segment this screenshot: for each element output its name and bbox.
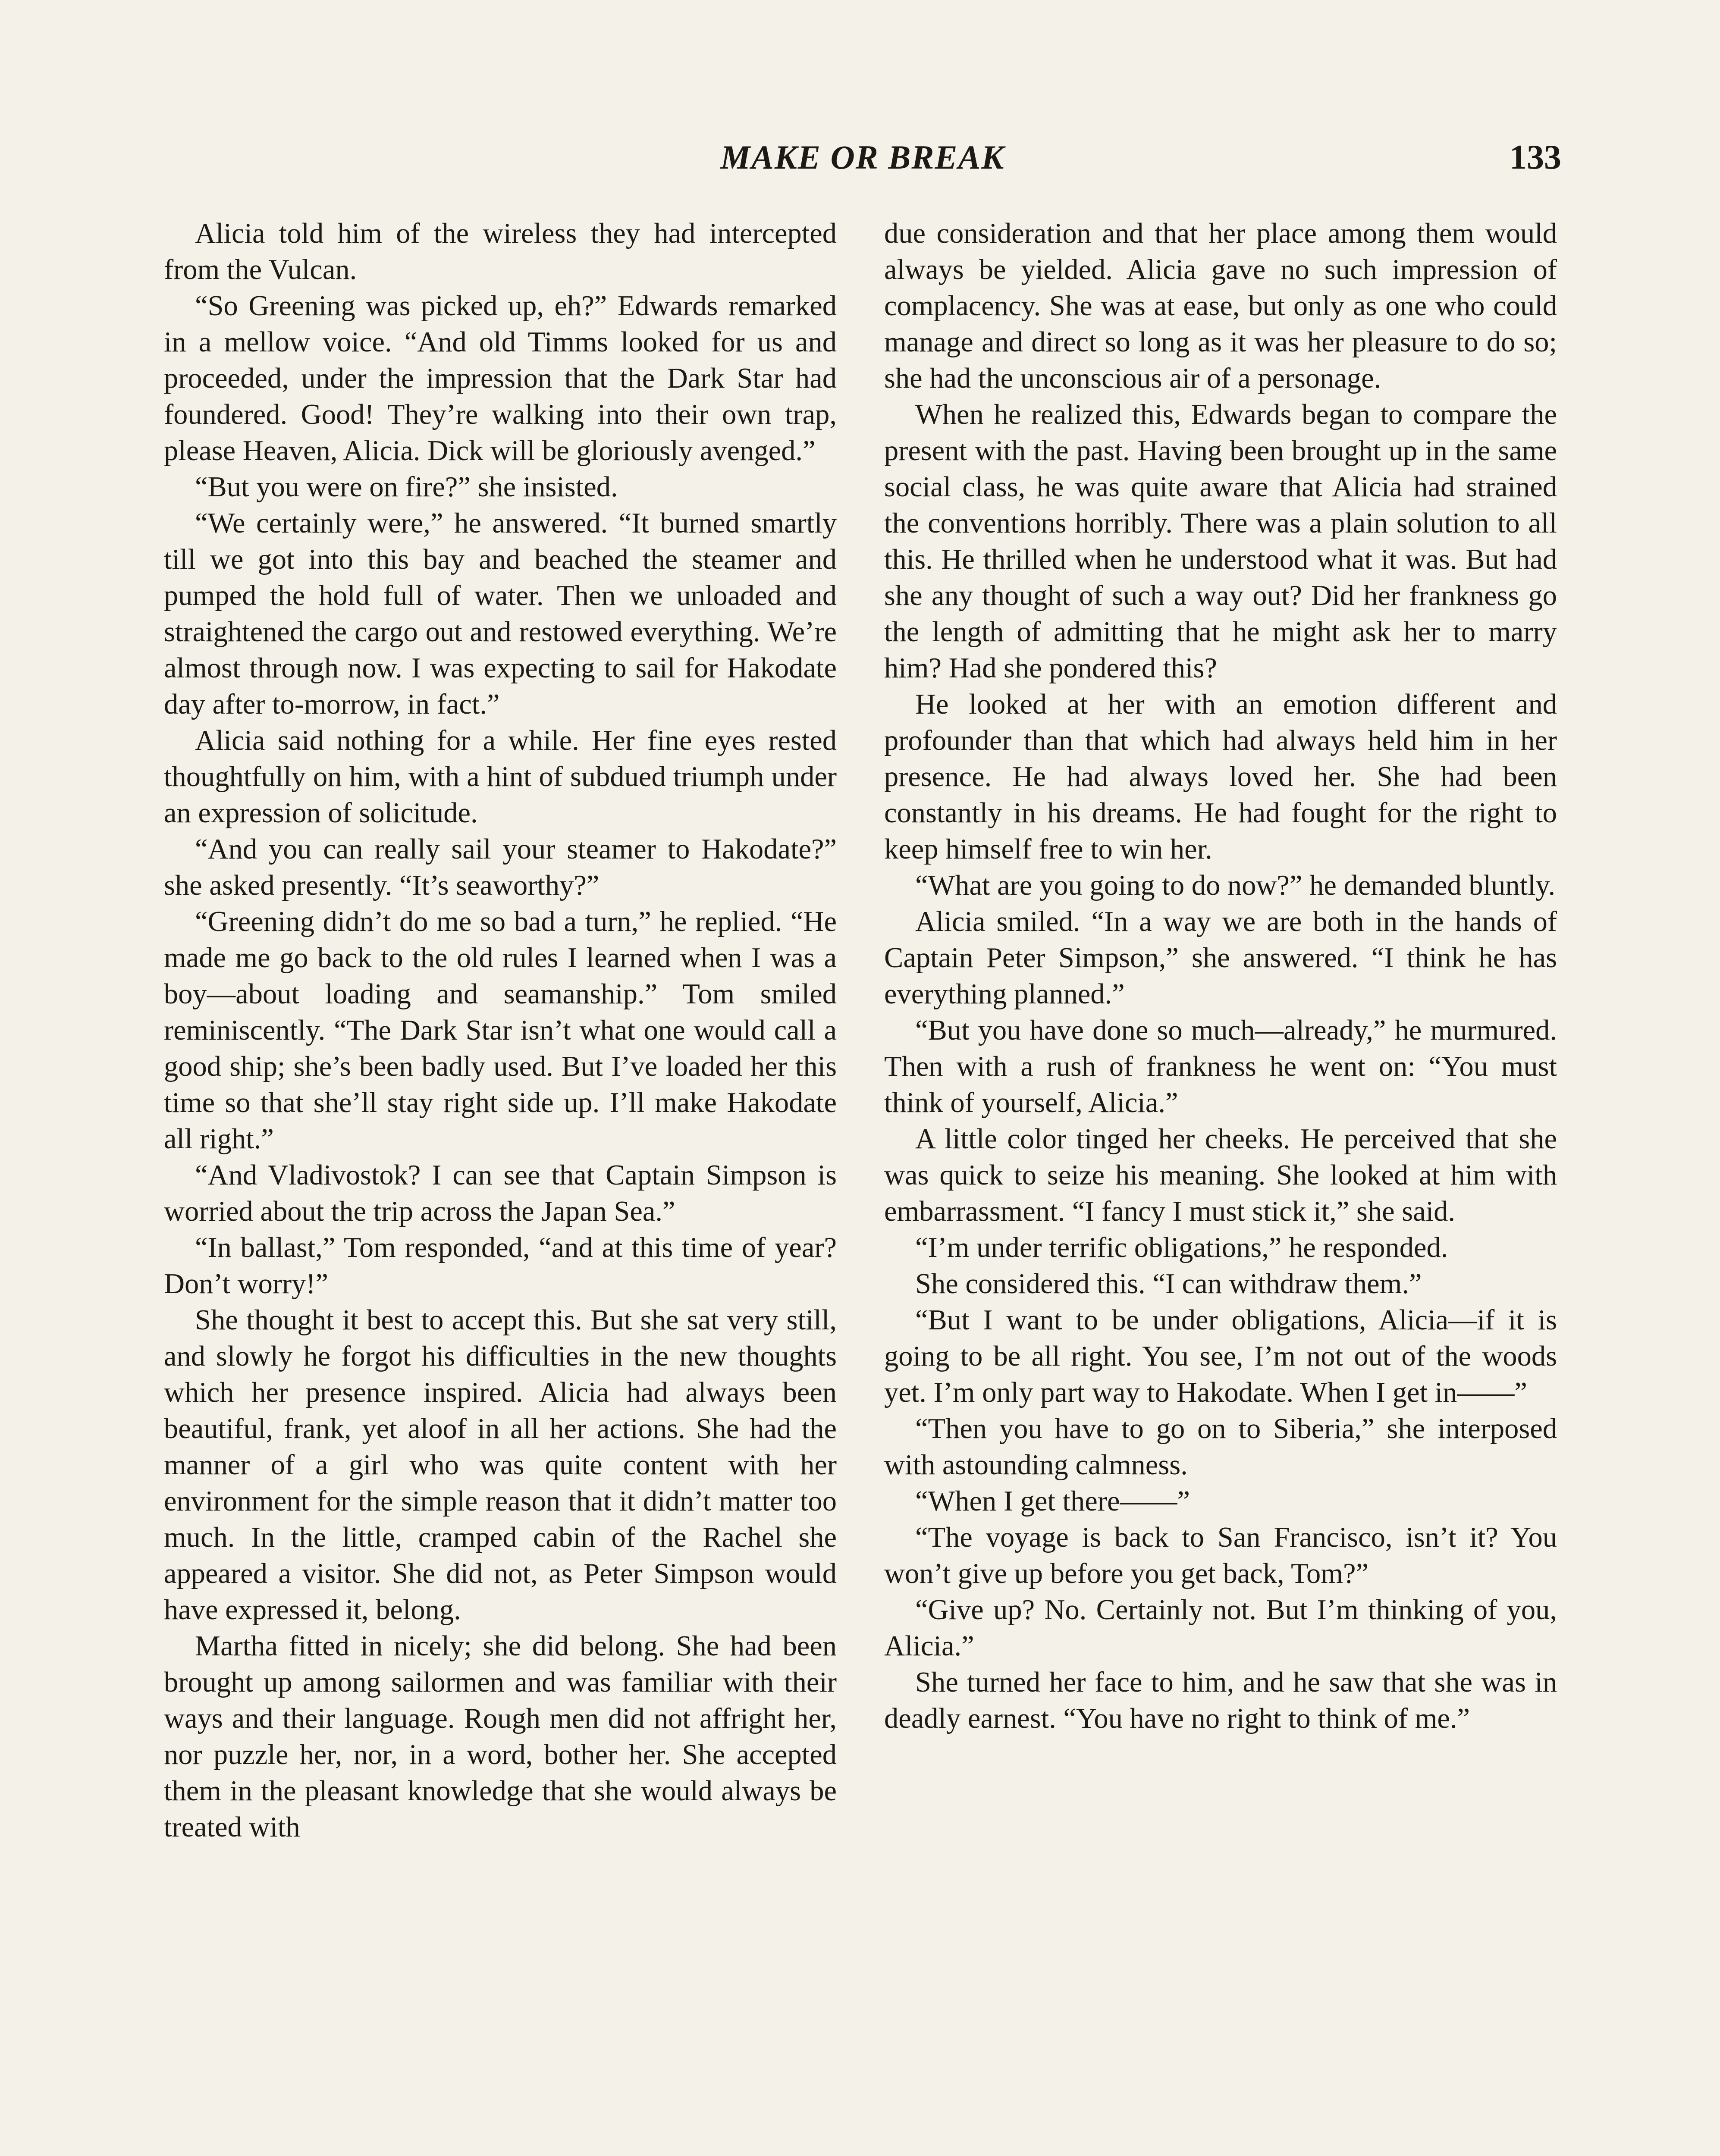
page-number: 133: [1510, 138, 1561, 176]
paragraph: She thought it best to accept this. But she sat very still, and slowly he forgot his difficulties in the new thoughts which her presence inspired. Alicia had always been beautiful, frank, yet aloof in all her actions. She had the manner of a girl who was quite content with her environment for the simple reason that it didn’t matter too much. In the little, cramped cabin of the Rachel she appeared a visitor. She did not, as Peter Simpson would have expressed it, belong.: [164, 1304, 837, 1626]
paragraph: “Greening didn’t do me so bad a turn,” he replied. “He made me go back to the old rules I learned when I was a boy—about loading and seamanship.” Tom smiled reminiscently. “The Dark Star isn’t what one would call a good ship; she’s been badly used. But I’ve loaded her this time so that she’ll stay right side up. I’ll make Hakodate all right.”: [164, 906, 837, 1155]
paragraph-continuation: due consideration and that her place among them would always be yielded. Alicia gave no such impression of complacency. She was at ease, but only as one who could manage and direct so long as it was her pleasure to do so; she had the unconscious air of a personage.: [884, 218, 1557, 394]
paragraph: She turned her face to him, and he saw that she was in deadly earnest. “You have no right to think of me.”: [884, 1667, 1557, 1734]
paragraph: “And you can really sail your steamer to Hakodate?” she asked presently. “It’s seaworthy?”: [164, 834, 837, 901]
paragraph: Martha fitted in nicely; she did belong. She had been brought up among sailormen and was familiar with their ways and their language. Rough men did not affright her, nor puzzle her, nor, in a word, bother her. She accepted them in the pleasant knowledge that she would always be treated with: [164, 1630, 837, 1843]
paragraph: Alicia smiled. “In a way we are both in the hands of Captain Peter Simpson,” she answered. “I think he has everything planned.”: [884, 906, 1557, 1010]
paragraph: “And Vladivostok? I can see that Captain Simpson is worried about the trip across the Japan Sea.”: [164, 1159, 837, 1227]
paragraph: When he realized this, Edwards began to compare the present with the past. Having been brought up in the same social class, he was quite aware that Alicia had strained the conventions horribly. There was a plain solution to all this. He thrilled when he understood what it was. But had she any thought of such a way out? Did her frankness go the length of admitting that he might ask her to marry him? Had she pondered this?: [884, 399, 1557, 684]
paragraph: “Then you have to go on to Siberia,” she interposed with astounding calmness.: [884, 1413, 1557, 1481]
paragraph: “But I want to be under obligations, Alicia—if it is going to be all right. You see, I’m not out of the woods yet. I’m only part way to Hakodate. When I get in——”: [884, 1304, 1557, 1408]
paragraph: Alicia said nothing for a while. Her fine eyes rested thoughtfully on him, with a hint of subdued triumph under an expression of solicitude.: [164, 725, 837, 829]
paragraph: A little color tinged her cheeks. He perceived that she was quick to seize his meaning. She looked at him with embarrassment. “I fancy I must stick it,” she said.: [884, 1123, 1557, 1227]
paragraph: “The voyage is back to San Francisco, isn’t it? You won’t give up before you get back, Tom?”: [884, 1522, 1557, 1589]
paragraph: “We certainly were,” he answered. “It burned smartly till we got into this bay and beached the steamer and pumped the hold full of water. Then we unloaded and straightened the cargo out and restowed everything. We’re almost through now. I was expecting to sail for Hakodate day after to-morrow, in fact.”: [164, 508, 837, 720]
paragraph: “I’m under terrific obligations,” he responded.: [915, 1232, 1448, 1263]
paragraph: Alicia told him of the wireless they had intercepted from the Vulcan.: [164, 218, 837, 285]
paragraph: “In ballast,” Tom responded, “and at this time of year? Don’t worry!”: [164, 1232, 837, 1300]
paragraph: “So Greening was picked up, eh?” Edwards remarked in a mellow voice. “And old Timms looked for us and proceeded, under the impression that the Dark Star had foundered. Good! They’re walking into their own trap, please Heaven, Alicia. Dick will be gloriously avenged.”: [164, 290, 837, 467]
running-title: MAKE OR BREAK: [720, 138, 1005, 176]
paragraph: “Give up? No. Certainly not. But I’m thinking of you, Alicia.”: [884, 1594, 1557, 1662]
page-header: [164, 129, 1561, 190]
paragraph: “But you have done so much—already,” he murmured. Then with a rush of frankness he went on: “You must think of yourself, Alicia.”: [884, 1015, 1557, 1119]
paragraph: He looked at her with an emotion different and profounder than that which had always held him in her presence. He had always loved her. She had been constantly in his dreams. He had fought for the right to keep himself free to win her.: [884, 689, 1557, 865]
paragraph: “What are you going to do now?” he demanded bluntly.: [915, 870, 1556, 901]
right-column: [884, 216, 1557, 1737]
paragraph: “When I get there——”: [915, 1485, 1190, 1517]
paragraph: She considered this. “I can withdraw them.”: [915, 1268, 1422, 1300]
paragraph: “But you were on fire?” she insisted.: [195, 471, 618, 503]
left-column: [164, 216, 837, 1846]
